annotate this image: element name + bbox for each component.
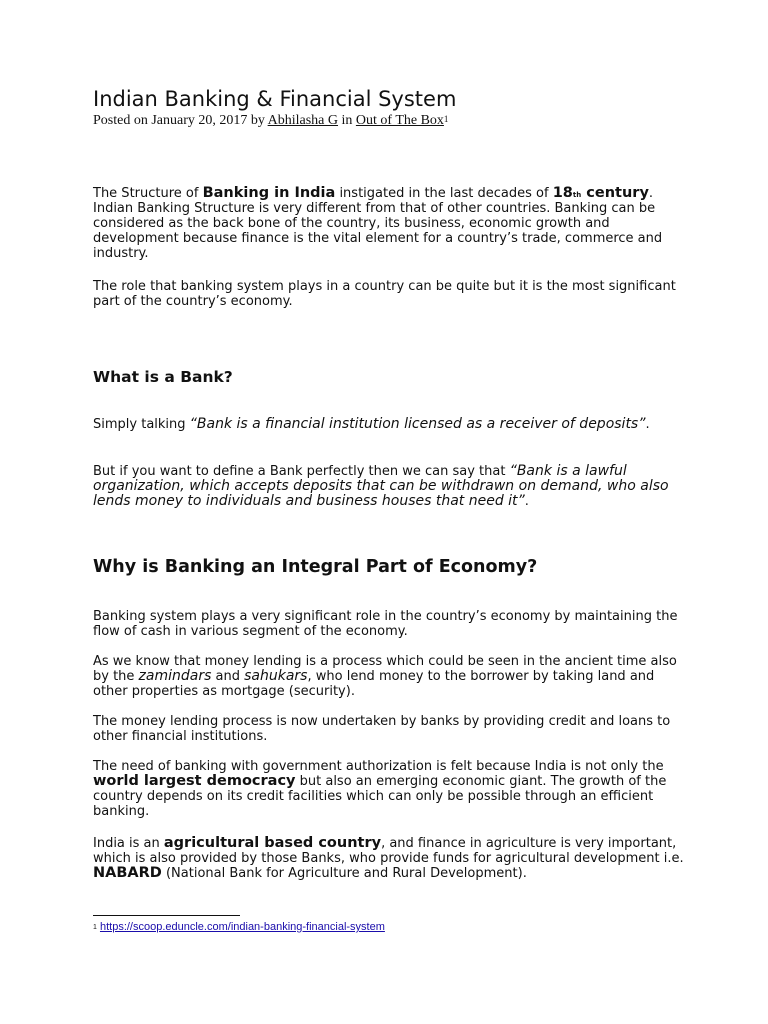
th-superscript: th	[572, 191, 582, 199]
section-heading-what-is-bank: What is a Bank?	[93, 368, 233, 386]
full-definition-end: .	[524, 494, 529, 509]
agriculture-mid: , and finance in agriculture is very important, which is also provided by those Banks, who provide funds for agricultural development i.e.	[93, 836, 684, 866]
agricultural-country-bold: agricultural based country	[163, 835, 382, 851]
by-label: by	[250, 113, 265, 128]
post-date: January 20, 2017	[151, 113, 248, 128]
economy-paragraph-5	[93, 836, 693, 881]
intro-paragraph-1	[93, 186, 693, 261]
authorization-text: The need of banking with government authorization is felt because India is not only the	[93, 759, 664, 774]
money-lending-after: , who lend money to the borrower by taking land and other properties as mortgage (security).	[93, 669, 655, 699]
intro-text-after: . Indian Banking Structure is very different from that of other countries. Banking can be considered as the back bone of the country, its business, economic growth and development because finance is the vital element for a country’s trade, commerce and industry.	[93, 186, 663, 261]
footnote-ref: 1	[443, 114, 449, 124]
world-largest-democracy-bold: world largest democracy	[93, 773, 296, 789]
full-definition-quote: “Bank is a lawful organization, which accepts deposits that can be withdrawn on demand, who also lends money to individuals and business houses that need it”	[93, 463, 669, 509]
full-definition-intro: But if you want to define a Bank perfectly then we can say that	[93, 464, 510, 479]
footnote	[93, 921, 385, 934]
footnote-separator	[93, 915, 240, 916]
category-link[interactable]: Out of The Box	[355, 113, 444, 128]
intro-paragraph-2: The role that banking system plays in a country can be quite but it is the most significant part of the country’s economy.	[93, 279, 676, 309]
author-link[interactable]: Abhilasha G	[267, 113, 339, 128]
intro-text-mid: instigated in the last decades of	[335, 186, 553, 201]
authorization-after: but also an emerging economic giant. The growth of the country depends on its credit facilities which can only be possible through an efficient banking.	[93, 774, 667, 819]
economy-paragraph-1: Banking system plays a very significant role in the country’s economy by maintaining the flow of cash in various segment of the economy.	[93, 609, 678, 639]
economy-paragraph-2	[93, 654, 693, 699]
money-lending-text: As we know that money lending is a process which could be seen in the ancient time also by the	[93, 654, 677, 684]
in-label: in	[341, 113, 353, 128]
nabard-bold: NABARD	[93, 865, 162, 881]
bank-definition-simple	[93, 417, 693, 432]
section-heading-why-banking: Why is Banking an Integral Part of Economy?	[93, 557, 538, 577]
economy-paragraph-4	[93, 759, 693, 819]
document-page	[93, 86, 693, 129]
footnote-number: 1	[93, 924, 97, 931]
definition-quote: “Bank is a financial institution licensed as a receiver of deposits”	[189, 416, 646, 432]
footnote-link[interactable]: https://scoop.eduncle.com/indian-banking-financial-system	[99, 921, 385, 933]
definition-intro: Simply talking	[93, 417, 190, 432]
sahukars-italic: sahukars	[244, 668, 308, 684]
banking-in-india-bold: Banking in India	[202, 185, 336, 201]
page-title: Indian Banking & Financial System	[93, 87, 457, 111]
definition-end: .	[645, 417, 650, 432]
bank-definition-full	[93, 464, 693, 509]
zamindars-italic: zamindars	[138, 668, 212, 684]
economy-paragraph-3: The money lending process is now undertaken by banks by providing credit and loans to other financial institutions.	[93, 714, 671, 744]
nabard-expansion: (National Bank for Agriculture and Rural Development).	[161, 866, 527, 881]
posted-on-label: Posted on	[93, 113, 148, 128]
and-text: and	[211, 669, 245, 684]
intro-text: The Structure of	[93, 186, 203, 201]
agriculture-intro: India is an	[93, 836, 164, 851]
century-bold: century	[581, 185, 649, 201]
post-meta	[93, 113, 693, 129]
eighteen-bold: 18	[552, 185, 573, 201]
